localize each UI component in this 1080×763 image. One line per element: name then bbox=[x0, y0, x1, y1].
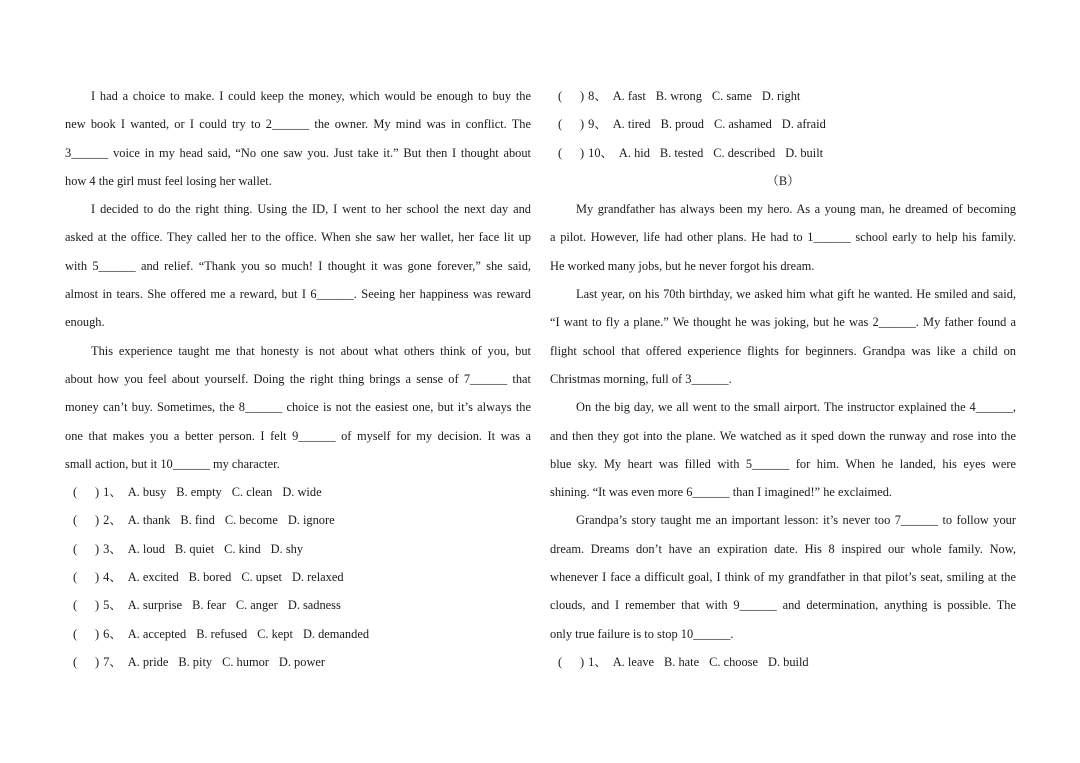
passage-line: Last year, on his 70th birthday, we asked him what gift he wanted. He smiled and said, bbox=[576, 287, 1016, 302]
answer-option: B. find bbox=[180, 513, 215, 528]
answer-option: C. described bbox=[713, 145, 776, 160]
question-number: 9、 bbox=[588, 117, 607, 132]
passage-line: clouds, and I remember that with 9______ and determination, anything is possible. The bbox=[550, 598, 1016, 613]
question-number: 7、 bbox=[103, 654, 122, 669]
passage-line: one that makes you a better person. I felt 9______ of myself for my decision. It was a bbox=[65, 428, 531, 443]
question-row bbox=[65, 535, 531, 563]
answer-option: C. clean bbox=[231, 485, 273, 500]
passage-line: dream. Dreams don’t have an expiration date. His 8 inspired our whole family. Now, bbox=[550, 541, 1016, 556]
question-row bbox=[550, 139, 1016, 167]
answer-paren-close: ) bbox=[580, 654, 585, 669]
answer-option: D. build bbox=[768, 654, 809, 669]
answer-option: B. wrong bbox=[655, 89, 702, 103]
answer-option: D. wide bbox=[282, 485, 322, 500]
answer-paren-close: ) bbox=[95, 485, 100, 500]
answer-paren-open[interactable]: ( bbox=[73, 598, 78, 613]
answer-option: D. shy bbox=[270, 541, 304, 556]
answer-paren-close: ) bbox=[95, 598, 100, 613]
answer-paren-close: ) bbox=[580, 117, 585, 132]
answer-option: C. kept bbox=[257, 626, 293, 641]
answer-paren-close: ) bbox=[580, 89, 585, 103]
passage-line: Grandpa’s story taught me an important lesson: it’s never too 7______ to follow your bbox=[576, 513, 1016, 528]
answer-option: B. refused bbox=[196, 626, 248, 641]
answer-option: D. built bbox=[785, 145, 824, 160]
passage-a-text bbox=[65, 82, 531, 478]
passage-line: 3______ voice in my head said, “No one saw you. Just take it.” But then I thought about bbox=[65, 145, 531, 160]
question-row bbox=[550, 110, 1016, 138]
answer-paren-open[interactable]: ( bbox=[73, 570, 78, 585]
passage-line: I decided to do the right thing. Using the ID, I went to her school the next day and bbox=[91, 202, 531, 217]
question-number: 4、 bbox=[103, 570, 122, 585]
answer-paren-open[interactable]: ( bbox=[73, 654, 78, 669]
question-row bbox=[65, 506, 531, 534]
answer-paren-open[interactable]: ( bbox=[73, 485, 78, 500]
passage-line: My grandfather has always been my hero. As a young man, he dreamed of becoming bbox=[576, 202, 1016, 217]
passage-line: On the big day, we all went to the small airport. The instructor explained the 4______, bbox=[576, 400, 1016, 415]
answer-option: C. humor bbox=[222, 654, 269, 669]
answer-option: C. same bbox=[711, 89, 752, 103]
answer-option: C. kind bbox=[224, 541, 261, 556]
answer-paren-open[interactable]: ( bbox=[73, 541, 78, 556]
question-number: 1、 bbox=[588, 654, 607, 669]
passage-line: This experience taught me that honesty is not about what others think of you, but bbox=[91, 343, 531, 358]
answer-paren-open[interactable]: ( bbox=[558, 654, 563, 669]
passage-line: about how you feel about yourself. Doing the right thing brings a sense of 7______ that bbox=[65, 371, 531, 386]
answer-option: D. power bbox=[278, 654, 326, 669]
question-row bbox=[550, 648, 1016, 676]
question-list-left bbox=[65, 478, 531, 676]
answer-option: A. loud bbox=[127, 541, 165, 556]
passage-line: enough. bbox=[65, 315, 105, 330]
answer-option: D. ignore bbox=[287, 513, 335, 528]
answer-option: D. relaxed bbox=[291, 570, 344, 585]
answer-option: B. empty bbox=[176, 485, 222, 500]
answer-option: C. choose bbox=[709, 654, 758, 669]
answer-option: D. afraid bbox=[781, 117, 826, 132]
answer-option: D. demanded bbox=[302, 626, 370, 641]
answer-paren-close: ) bbox=[580, 145, 585, 160]
question-row bbox=[65, 620, 531, 648]
answer-paren-close: ) bbox=[95, 570, 100, 585]
question-number: 6、 bbox=[103, 626, 122, 641]
answer-paren-open[interactable]: ( bbox=[558, 89, 563, 103]
answer-paren-close: ) bbox=[95, 513, 100, 528]
answer-paren-close: ) bbox=[95, 626, 100, 641]
answer-option: D. sadness bbox=[287, 598, 341, 613]
passage-line: shining. “It was even more 6______ than I imagined!” he exclaimed. bbox=[550, 485, 893, 500]
answer-option: C. ashamed bbox=[713, 117, 772, 132]
answer-option: C. become bbox=[224, 513, 278, 528]
question-list-right-top bbox=[550, 82, 1016, 167]
passage-line: “I want to fly a plane.” We thought he was joking, but he was 2______. My father found a bbox=[550, 315, 1016, 330]
answer-option: A. hid bbox=[618, 145, 650, 160]
answer-paren-open[interactable]: ( bbox=[558, 117, 563, 132]
passage-line: whenever I face a difficult goal, I think of my grandfather in that pilot’s seat, smiling at the bbox=[550, 570, 1016, 585]
answer-option: A. thank bbox=[127, 513, 171, 528]
passage-line: Christmas morning, full of 3______. bbox=[550, 371, 732, 386]
passage-line: blue sky. My heart was filled with 5______ for him. When he landed, his eyes were bbox=[550, 456, 1016, 471]
right-column bbox=[550, 82, 1016, 676]
question-number: 3、 bbox=[103, 541, 122, 556]
answer-option: B. pity bbox=[178, 654, 213, 669]
answer-option: A. tired bbox=[612, 117, 651, 132]
answer-option: A. leave bbox=[612, 654, 655, 669]
section-label: （B） bbox=[766, 173, 800, 188]
answer-option: A. pride bbox=[127, 654, 169, 669]
passage-b-text bbox=[550, 195, 1016, 648]
answer-paren-close: ) bbox=[95, 541, 100, 556]
left-column bbox=[65, 82, 531, 676]
passage-line: money can’t buy. Sometimes, the 8______ choice is not the easiest one, but it’s always the bbox=[65, 400, 531, 415]
passage-line: asked at the office. They called her to the office. When she saw her wallet, her face lit up bbox=[65, 230, 531, 245]
question-row bbox=[65, 648, 531, 676]
question-number: 10、 bbox=[588, 145, 613, 160]
passage-line: only true failure is to stop 10______. bbox=[550, 626, 734, 641]
question-row bbox=[65, 591, 531, 619]
passage-line: flight school that offered experience flights for beginners. Grandpa was like a child on bbox=[550, 343, 1016, 358]
answer-paren-open[interactable]: ( bbox=[73, 626, 78, 641]
passage-line: with 5______ and relief. “Thank you so much! I thought it was gone forever,” she said, bbox=[65, 258, 531, 273]
answer-option: C. anger bbox=[235, 598, 278, 613]
passage-line: and then they got into the plane. We watched as it sped down the runway and rose into the bbox=[550, 428, 1016, 443]
answer-option: A. accepted bbox=[127, 626, 187, 641]
answer-option: A. excited bbox=[127, 570, 179, 585]
answer-paren-close: ) bbox=[95, 654, 100, 669]
passage-line: He worked many jobs, but he never forgot his dream. bbox=[550, 258, 815, 273]
answer-option: A. surprise bbox=[127, 598, 183, 613]
answer-option: B. hate bbox=[664, 654, 700, 669]
answer-option: B. tested bbox=[659, 145, 704, 160]
answer-option: A. busy bbox=[127, 485, 167, 500]
answer-option: B. fear bbox=[192, 598, 226, 613]
answer-option: B. bored bbox=[188, 570, 232, 585]
answer-option: A. fast bbox=[612, 89, 646, 103]
passage-line: new book I wanted, or I could try to 2______ the owner. My mind was in conflict. The bbox=[65, 117, 531, 132]
question-number: 8、 bbox=[588, 89, 607, 103]
passage-line: I had a choice to make. I could keep the money, which would be enough to buy the bbox=[91, 89, 531, 103]
question-number: 1、 bbox=[103, 485, 122, 500]
answer-option: B. proud bbox=[660, 117, 704, 132]
passage-line: almost in tears. She offered me a reward, but I 6______. Seeing her happiness was reward bbox=[65, 287, 531, 302]
answer-option: B. quiet bbox=[174, 541, 215, 556]
passage-line: small action, but it 10______ my character. bbox=[65, 456, 280, 471]
answer-paren-open[interactable]: ( bbox=[73, 513, 78, 528]
question-row bbox=[65, 478, 531, 506]
question-number: 5、 bbox=[103, 598, 122, 613]
question-number: 2、 bbox=[103, 513, 122, 528]
answer-option: D. right bbox=[761, 89, 801, 103]
question-list-right-bottom bbox=[550, 648, 1016, 676]
passage-line: a pilot. However, life had other plans. He had to 1______ school early to help his family. bbox=[550, 230, 1016, 245]
passage-line: how 4 the girl must feel losing her wallet. bbox=[65, 173, 272, 188]
question-row bbox=[65, 563, 531, 591]
answer-paren-open[interactable]: ( bbox=[558, 145, 563, 160]
question-row bbox=[550, 82, 1016, 110]
answer-option: C. upset bbox=[241, 570, 282, 585]
